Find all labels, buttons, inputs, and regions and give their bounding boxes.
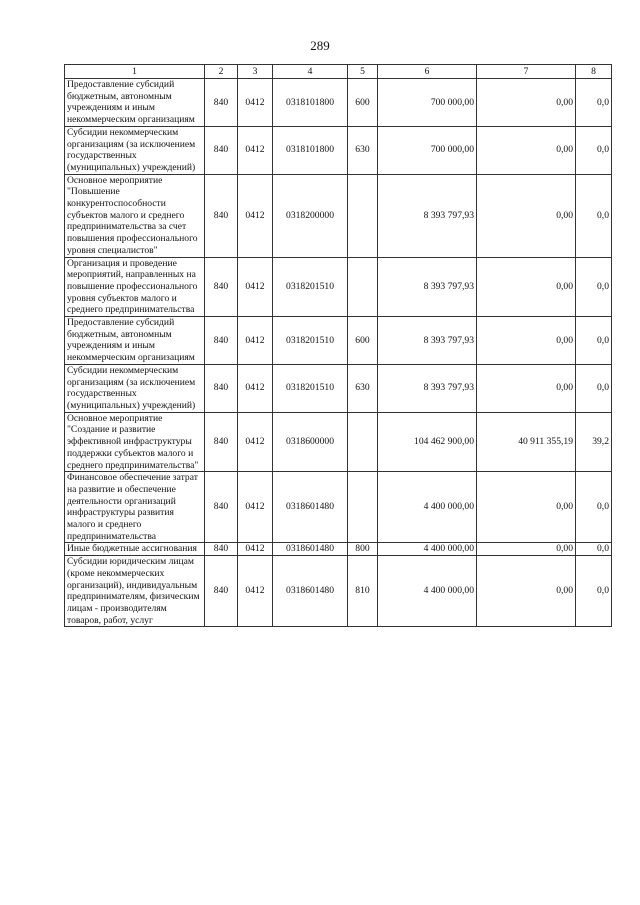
row-executed-amount: 0,00 (477, 257, 576, 317)
budget-table (64, 64, 612, 627)
row-target-code: 0318201510 (273, 364, 348, 412)
row-expense-type: 600 (348, 317, 378, 365)
row-planned-amount: 4 400 000,00 (378, 472, 477, 543)
row-planned-amount: 700 000,00 (378, 126, 477, 174)
row-executed-amount: 0,00 (477, 79, 576, 127)
header-col-7: 7 (477, 65, 576, 79)
row-executed-amount: 0,00 (477, 317, 576, 365)
table-row (65, 472, 612, 543)
row-name: Субсидии юридическим лицам (кроме некоммерческих организаций), индивидуальным предпринимателям, физическим лицам - производителям товаров, работ, услуг (65, 556, 205, 627)
row-planned-amount: 4 400 000,00 (378, 543, 477, 556)
table-row (65, 543, 612, 556)
row-expense-type (348, 472, 378, 543)
row-executed-amount: 0,00 (477, 364, 576, 412)
table-row (65, 257, 612, 317)
row-executed-amount: 0,00 (477, 556, 576, 627)
row-expense-type (348, 257, 378, 317)
table-header-row (65, 65, 612, 79)
row-target-code: 0318201510 (273, 257, 348, 317)
row-planned-amount: 104 462 900,00 (378, 412, 477, 472)
row-ministry-code: 840 (205, 543, 238, 556)
row-expense-type: 630 (348, 126, 378, 174)
row-expense-type: 600 (348, 79, 378, 127)
row-planned-amount: 8 393 797,93 (378, 364, 477, 412)
table-row (65, 79, 612, 127)
row-section-code: 0412 (238, 257, 273, 317)
row-ministry-code: 840 (205, 126, 238, 174)
row-expense-type (348, 174, 378, 257)
header-col-5: 5 (348, 65, 378, 79)
table-row (65, 317, 612, 365)
header-col-1: 1 (65, 65, 205, 79)
row-expense-type (348, 412, 378, 472)
row-section-code: 0412 (238, 472, 273, 543)
table-row (65, 364, 612, 412)
row-ministry-code: 840 (205, 317, 238, 365)
row-name: Субсидии некоммерческим организациям (за исключением государственных (муниципальных) учреждений) (65, 126, 205, 174)
row-expense-type: 630 (348, 364, 378, 412)
row-percent: 0,0 (576, 472, 612, 543)
row-name: Иные бюджетные ассигнования (65, 543, 205, 556)
row-section-code: 0412 (238, 174, 273, 257)
row-name: Основное мероприятие "Повышение конкурентоспособности субъектов малого и среднего предпринимательства за счет повышения профессионального уровня специалистов" (65, 174, 205, 257)
table-row (65, 174, 612, 257)
row-section-code: 0412 (238, 556, 273, 627)
row-percent: 0,0 (576, 257, 612, 317)
row-planned-amount: 700 000,00 (378, 79, 477, 127)
row-percent: 39,2 (576, 412, 612, 472)
header-col-4: 4 (273, 65, 348, 79)
header-col-6: 6 (378, 65, 477, 79)
row-name: Организация и проведение мероприятий, направленных на повышение профессионального уровня субъектов малого и среднего предпринимательства (65, 257, 205, 317)
row-target-code: 0318601480 (273, 543, 348, 556)
row-percent: 0,0 (576, 364, 612, 412)
row-section-code: 0412 (238, 126, 273, 174)
table-row (65, 412, 612, 472)
row-percent: 0,0 (576, 317, 612, 365)
table-row (65, 556, 612, 627)
row-planned-amount: 8 393 797,93 (378, 317, 477, 365)
row-ministry-code: 840 (205, 472, 238, 543)
row-target-code: 0318200000 (273, 174, 348, 257)
row-ministry-code: 840 (205, 556, 238, 627)
row-ministry-code: 840 (205, 257, 238, 317)
row-name: Основное мероприятие "Создание и развитие эффективной инфраструктуры поддержки субъектов малого и среднего предпринимательства" (65, 412, 205, 472)
row-section-code: 0412 (238, 364, 273, 412)
row-percent: 0,0 (576, 126, 612, 174)
row-target-code: 0318101800 (273, 126, 348, 174)
row-executed-amount: 0,00 (477, 472, 576, 543)
row-section-code: 0412 (238, 79, 273, 127)
row-planned-amount: 8 393 797,93 (378, 174, 477, 257)
row-executed-amount: 0,00 (477, 174, 576, 257)
row-executed-amount: 0,00 (477, 543, 576, 556)
row-ministry-code: 840 (205, 412, 238, 472)
row-name: Предоставление субсидий бюджетным, автономным учреждениям и иным некоммерческим организациям (65, 79, 205, 127)
page-number: 289 (310, 38, 330, 53)
row-planned-amount: 4 400 000,00 (378, 556, 477, 627)
row-section-code: 0412 (238, 412, 273, 472)
row-target-code: 0318201510 (273, 317, 348, 365)
row-ministry-code: 840 (205, 364, 238, 412)
row-target-code: 0318101800 (273, 79, 348, 127)
row-name: Предоставление субсидий бюджетным, автономным учреждениям и иным некоммерческим организациям (65, 317, 205, 365)
row-executed-amount: 40 911 355,19 (477, 412, 576, 472)
row-target-code: 0318600000 (273, 412, 348, 472)
row-percent: 0,0 (576, 79, 612, 127)
row-section-code: 0412 (238, 543, 273, 556)
row-name: Финансовое обеспечение затрат на развитие и обеспечение деятельности организаций инфраструктуры развития малого и среднего предпринимательства (65, 472, 205, 543)
header-col-8: 8 (576, 65, 612, 79)
table-row (65, 126, 612, 174)
row-ministry-code: 840 (205, 174, 238, 257)
row-target-code: 0318601480 (273, 472, 348, 543)
row-expense-type: 800 (348, 543, 378, 556)
row-expense-type: 810 (348, 556, 378, 627)
row-section-code: 0412 (238, 317, 273, 365)
row-name: Субсидии некоммерческим организациям (за исключением государственных (муниципальных) учреждений) (65, 364, 205, 412)
header-col-2: 2 (205, 65, 238, 79)
row-percent: 0,0 (576, 556, 612, 627)
row-ministry-code: 840 (205, 79, 238, 127)
row-target-code: 0318601480 (273, 556, 348, 627)
row-percent: 0,0 (576, 174, 612, 257)
header-col-3: 3 (238, 65, 273, 79)
row-planned-amount: 8 393 797,93 (378, 257, 477, 317)
row-executed-amount: 0,00 (477, 126, 576, 174)
row-percent: 0,0 (576, 543, 612, 556)
